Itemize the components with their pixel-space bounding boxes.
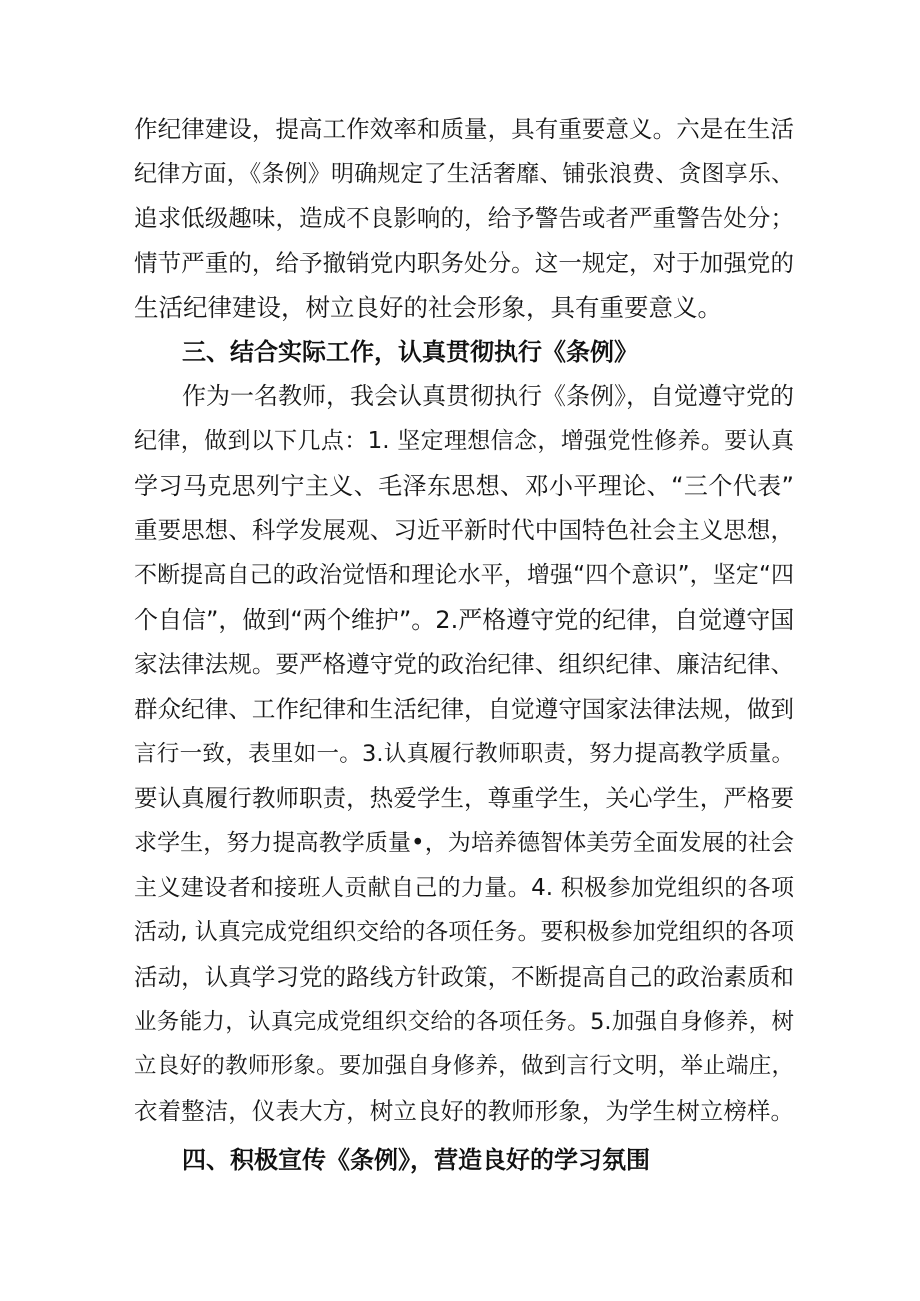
paragraph-line: 不断提高自己的政治觉悟和理论水平，增强“四个意识”，坚定“四 — [134, 562, 794, 588]
paragraph-line: 追求低级趣味，造成不良影响的，给予警告或者严重警告处分； — [134, 204, 794, 232]
paragraph-line: 作纪律建设，提高工作效率和质量，具有重要意义。六是在生活 — [134, 115, 794, 143]
paragraph-line: 求学生，努力提高教学质量•，为培养德智体美劳全面发展的社会 — [134, 830, 794, 856]
paragraph-line: 立良好的教师形象。要加强自身修养，做到言行文明，举止端庄， — [134, 1053, 794, 1079]
paragraph-line: 生活纪律建设，树立良好的社会形象，具有重要意义。 — [134, 293, 722, 322]
paragraph-line: 情节严重的，给予撤销党内职务处分。这一规定，对于加强党的 — [134, 249, 794, 277]
paragraph-line: 业务能力，认真完成党组织交给的各项任务。5.加强自身修养，树 — [134, 1009, 794, 1035]
paragraph-line: 活动，认真学习党的路线方针政策，不断提高自己的政治素质和 — [134, 963, 794, 991]
paragraph-line: 纪律，做到以下几点：1. 坚定理想信念，增强党性修养。要认真 — [134, 428, 794, 454]
paragraph-line: 言行一致，表里如一。3.认真履行教师职责，努力提高教学质量。 — [134, 741, 794, 767]
paragraph-line: 家法律法规。要严格遵守党的政治纪律、组织纪律、廉洁纪律、 — [134, 650, 794, 678]
paragraph-line: 活动, 认真完成党组织交给的各项任务。要积极参加党组织的各项 — [134, 919, 794, 945]
paragraph-line: 个自信”，做到“两个维护”。2.严格遵守党的纪律，自觉遵守国 — [134, 606, 795, 634]
paragraph-line: 要认真履行教师职责，热爱学生，尊重学生，关心学生，严格要 — [134, 784, 794, 812]
paragraph-line: 群众纪律、工作纪律和生活纪律，自觉遵守国家法律法规，做到 — [134, 695, 794, 723]
paragraph-line: 纪律方面，《条例》明确规定了生活奢靡、铺张浪费、贪图享乐、 — [134, 161, 794, 187]
paragraph-line: 作为一名教师，我会认真贯彻执行《条例》，自觉遵守党的 — [182, 382, 794, 410]
paragraph-line: 重要思想、科学发展观、习近平新时代中国特色社会主义思想， — [134, 516, 794, 544]
section-heading-3: 三、结合实际工作，认真贯彻执行《条例》 — [182, 338, 638, 366]
paragraph-line: 衣着整洁，仪表大方，树立良好的教师形象，为学生树立榜样。 — [134, 1097, 794, 1125]
section-heading-4: 四、积极宣传《条例》，营造良好的学习氛围 — [182, 1146, 650, 1174]
paragraph-line: 学习马克思列宁主义、毛泽东思想、邓小平理论、“三个代表” — [134, 472, 794, 500]
paragraph-line: 主义建设者和接班人贡献自己的力量。4. 积极参加党组织的各项 — [134, 875, 794, 901]
